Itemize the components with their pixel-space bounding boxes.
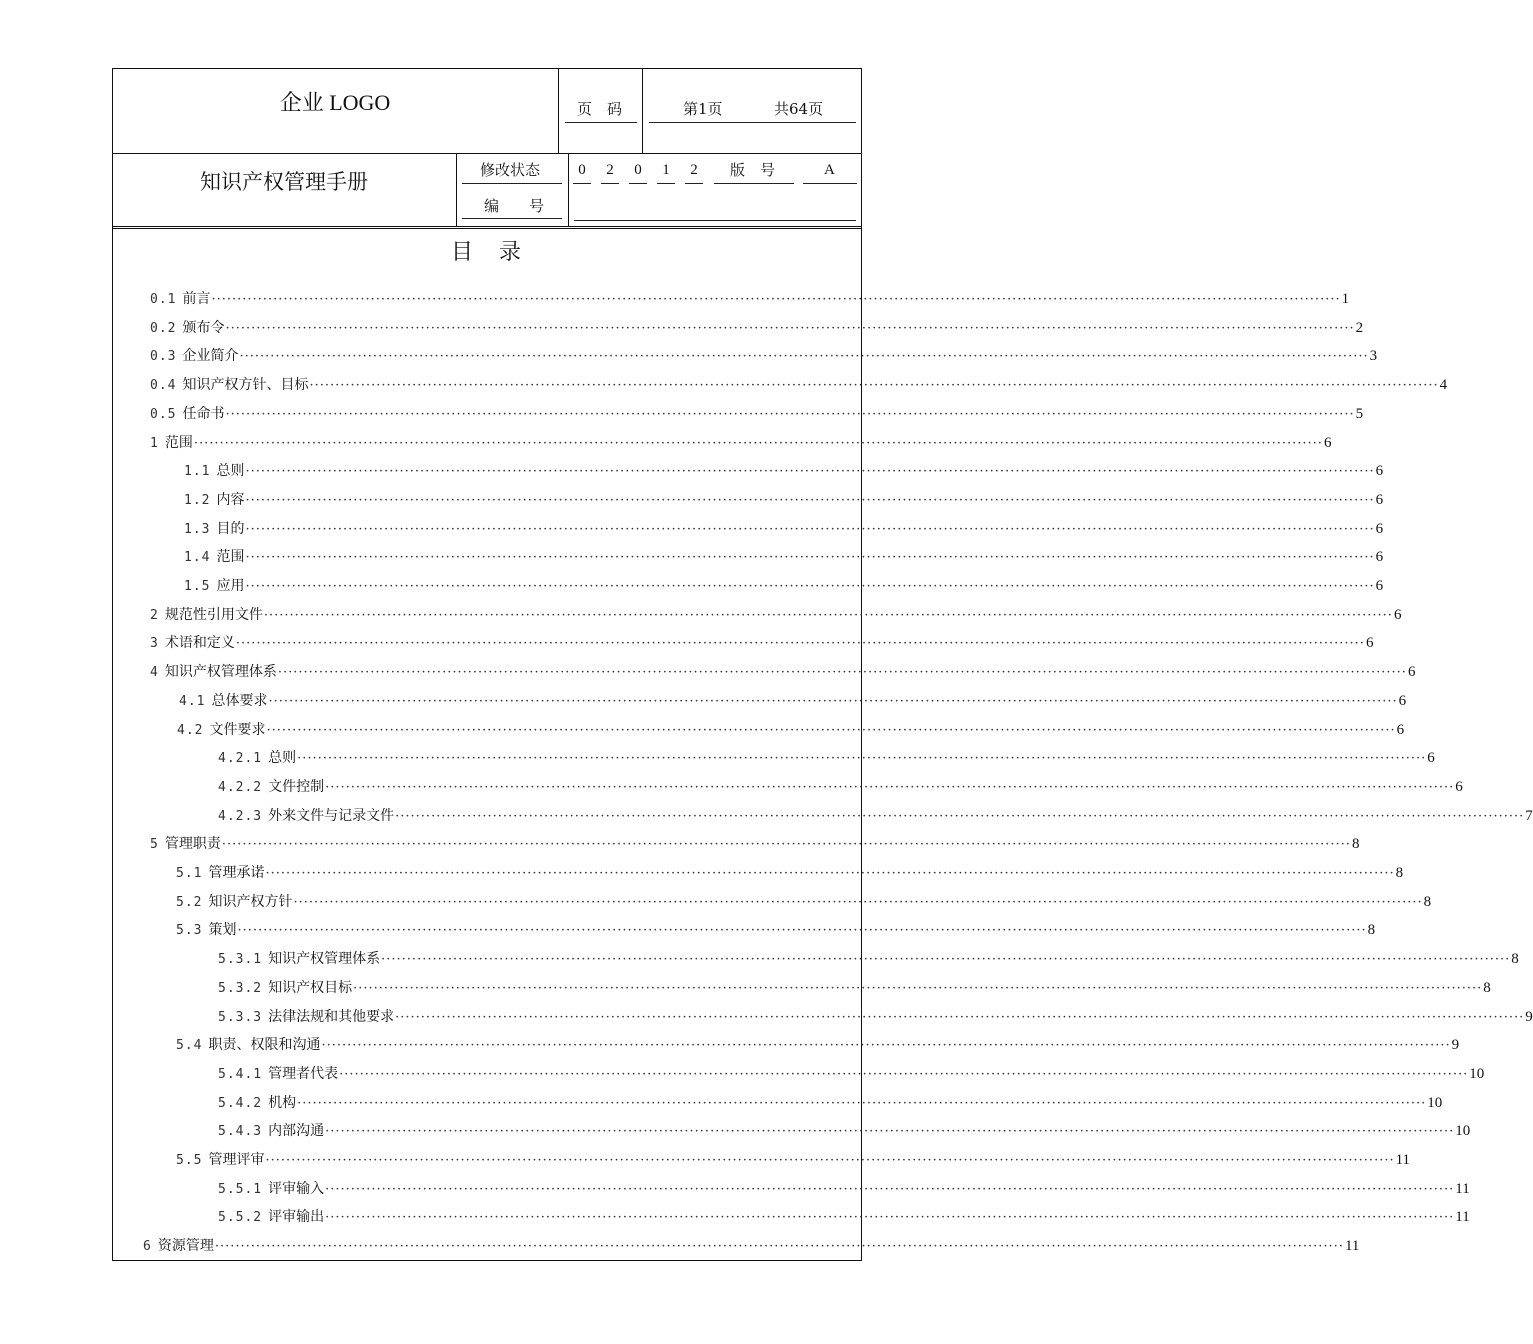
toc-entry-page: 6	[1398, 692, 1407, 709]
toc-entry-page: 8	[1395, 865, 1404, 881]
toc-leader-dots: ····························································································································································································································	[245, 492, 1375, 508]
toc-entry[interactable]	[218, 776, 1463, 796]
toc-entry-number: 1.4	[184, 550, 211, 566]
toc-leader-dots: ····························································································································································································································	[214, 1239, 1344, 1255]
toc-entry-label: 文件控制	[268, 778, 325, 795]
toc-leader-dots: ····························································································································································································································	[325, 1181, 1455, 1197]
toc-entry-number: 5.5.2	[218, 1210, 263, 1226]
toc-entry-label: 资源管理	[157, 1238, 214, 1255]
toc-entry-page: 11	[1455, 1209, 1470, 1226]
toc-entry-number: 0.5	[150, 406, 177, 422]
toc-entry-page: 11	[1344, 1238, 1360, 1255]
toc-entry[interactable]	[218, 805, 1533, 825]
toc-entry-label: 知识产权方针、目标	[182, 377, 309, 394]
toc-leader-dots: ····························································································································································································································	[297, 1095, 1427, 1111]
header-col-1	[558, 68, 559, 154]
header-divider-1	[112, 153, 862, 154]
toc-entry-page: 6	[1323, 434, 1332, 451]
toc-entry-number: 4.2.3	[218, 808, 263, 824]
header-col-4	[568, 153, 569, 227]
toc-leader-dots: ····························································································································································································································	[325, 1124, 1455, 1140]
page-current: 第1页	[683, 100, 723, 118]
revision-digit-3: 0	[634, 162, 642, 178]
toc-entry-page: 6	[1375, 491, 1384, 508]
code-value-underline	[574, 220, 856, 221]
toc-entry-label: 管理评审	[208, 1152, 265, 1168]
toc-entry-number: 4	[150, 665, 159, 681]
toc-leader-dots: ····························································································································································································································	[339, 1066, 1469, 1082]
toc-entry-page: 2	[1355, 319, 1364, 336]
toc-entry-number: 1	[150, 435, 159, 451]
version-value: A	[824, 162, 835, 178]
toc-entry[interactable]	[176, 891, 1432, 911]
toc-entry[interactable]	[218, 1120, 1471, 1140]
toc-entry-label: 策划	[208, 922, 237, 939]
toc-entry[interactable]	[150, 403, 1364, 423]
toc-entry-label: 知识产权管理体系	[268, 951, 381, 968]
toc-leader-dots: ····························································································································································································································	[245, 579, 1375, 594]
toc-entry-label: 知识产权管理体系	[164, 664, 277, 681]
toc-entry-page: 8	[1423, 893, 1432, 910]
toc-entry-number: 4.2.1	[218, 751, 263, 767]
toc-entry[interactable]	[150, 661, 1416, 681]
toc-leader-dots: ····························································································································································································································	[297, 751, 1427, 767]
toc-entry[interactable]	[150, 288, 1350, 308]
toc-leader-dots: ····························································································································································································································	[193, 435, 1323, 451]
toc-entry[interactable]	[176, 919, 1376, 939]
toc-leader-dots: ····························································································································································································································	[211, 292, 1341, 307]
toc-entry-label: 文件要求	[209, 721, 266, 738]
toc-leader-dots: ····························································································································································································································	[395, 1009, 1525, 1025]
revision-digit-2: 2	[606, 162, 614, 178]
header-divider-2	[112, 226, 862, 227]
header-divider-2b	[112, 228, 862, 229]
toc-entry-label: 应用	[216, 578, 245, 594]
toc-leader-dots: ····························································································································································································································	[321, 1038, 1451, 1054]
toc-entry-number: 5.3	[176, 923, 203, 939]
toc-entry-page: 1	[1341, 291, 1350, 307]
toc-entry-page: 8	[1367, 922, 1376, 939]
toc-entry-page: 4	[1439, 377, 1448, 394]
toc-entry-label: 总体要求	[211, 692, 268, 709]
revision-digit-1: 0	[578, 162, 586, 178]
revision-digit-underline-1	[573, 183, 591, 184]
manual-title: 知识产权管理手册	[200, 170, 368, 194]
revision-digit-underline-3	[629, 183, 647, 184]
toc-entry-number: 5.4.3	[218, 1124, 263, 1140]
toc-entry-number: 0.3	[150, 349, 177, 365]
toc-entry-page: 6	[1396, 721, 1405, 738]
toc-entry-number: 1.5	[184, 579, 211, 594]
revision-digit-underline-2	[601, 183, 619, 184]
toc-entry-number: 1.3	[184, 521, 211, 537]
toc-entry-number: 2	[150, 607, 159, 623]
toc-entry-label: 评审输出	[268, 1209, 325, 1226]
toc-entry[interactable]	[218, 948, 1519, 968]
toc-entry[interactable]	[184, 489, 1384, 509]
toc-leader-dots: ····························································································································································································································	[325, 1210, 1455, 1226]
toc-entry[interactable]	[218, 977, 1491, 997]
toc-leader-dots: ····························································································································································································································	[277, 665, 1407, 681]
toc-entry-label: 知识产权方针	[208, 893, 293, 910]
revision-digit-underline-5	[685, 183, 703, 184]
toc-entry[interactable]	[143, 1235, 1360, 1255]
toc-entry[interactable]	[150, 833, 1360, 853]
toc-entry-label: 前言	[182, 291, 211, 307]
toc-entry-number: 5.5	[176, 1153, 203, 1168]
toc-entry-label: 管理承诺	[208, 865, 265, 881]
toc-entry[interactable]	[218, 1206, 1470, 1226]
toc-leader-dots: ····························································································································································································································	[309, 378, 1439, 394]
toc-entry[interactable]	[150, 632, 1374, 652]
toc-entry-number: 5.3.3	[218, 1009, 263, 1025]
toc-entry-label: 知识产权目标	[268, 979, 353, 996]
toc-entry-number: 5.4	[176, 1038, 203, 1054]
toc-entry[interactable]	[150, 317, 1364, 337]
toc-entry-label: 职责、权限和沟通	[208, 1037, 321, 1054]
toc-entry-page: 3	[1369, 348, 1378, 365]
toc-entry-label: 机构	[268, 1094, 297, 1111]
toc-leader-dots: ····························································································································································································································	[381, 952, 1511, 968]
toc-leader-dots: ····························································································································································································································	[245, 464, 1375, 480]
toc-entry-number: 1.2	[184, 492, 211, 508]
toc-entry-page: 11	[1455, 1180, 1470, 1197]
toc-entry-label: 内容	[216, 491, 245, 508]
toc-entry-page: 10	[1469, 1065, 1485, 1082]
toc-entry[interactable]	[150, 374, 1448, 394]
toc-entry[interactable]	[150, 604, 1402, 624]
toc-leader-dots: ····························································································································································································································	[325, 779, 1455, 795]
toc-entry-number: 6	[143, 1239, 152, 1255]
toc-entry-page: 6	[1375, 549, 1384, 566]
toc-entry-label: 外来文件与记录文件	[268, 807, 395, 824]
toc-entry-number: 4.2	[177, 722, 204, 738]
toc-leader-dots: ····························································································································································································································	[225, 406, 1355, 422]
toc-entry-label: 总则	[216, 463, 245, 480]
toc-entry-page: 6	[1427, 750, 1435, 767]
toc-leader-dots: ····························································································································································································································	[239, 349, 1369, 365]
page-number-underline	[649, 122, 856, 123]
toc-entry-page: 6	[1375, 463, 1384, 480]
toc-entry-page: 6	[1393, 606, 1402, 623]
toc-leader-dots: ····························································································································································································································	[293, 894, 1423, 910]
toc-leader-dots: ····························································································································································································································	[235, 636, 1365, 652]
toc-entry-page: 9	[1525, 1008, 1533, 1025]
revision-digit-5: 2	[690, 162, 698, 178]
toc-entry[interactable]	[179, 690, 1407, 710]
revision-underline	[462, 183, 562, 184]
toc-entry-number: 4.1	[179, 693, 206, 709]
toc-entry-page: 6	[1407, 664, 1416, 681]
revision-label: 修改状态	[480, 161, 541, 179]
toc-entry[interactable]	[218, 1178, 1470, 1198]
toc-entry-label: 管理者代表	[268, 1065, 339, 1082]
page-total: 共64页	[774, 100, 824, 118]
toc-entry-page: 10	[1455, 1123, 1471, 1140]
toc-leader-dots: ····························································································································································································································	[266, 722, 1396, 738]
toc-entry-label: 范围	[164, 434, 193, 451]
version-value-underline	[803, 183, 857, 184]
code-label-underline	[462, 218, 562, 219]
toc-entry[interactable]	[150, 432, 1332, 452]
toc-entry-label: 法律法规和其他要求	[268, 1008, 395, 1025]
toc-entry-page: 5	[1355, 405, 1364, 422]
toc-entry-label: 任命书	[182, 405, 225, 422]
toc-entry-number: 5.2	[176, 894, 203, 910]
toc-entry-label: 术语和定义	[164, 635, 235, 652]
toc-entry[interactable]	[176, 1149, 1411, 1169]
toc-entry-label: 总则	[268, 750, 297, 767]
toc-leader-dots: ····························································································································································································································	[353, 980, 1483, 996]
toc-entry-number: 0.1	[150, 292, 177, 307]
toc-entry-label: 规范性引用文件	[164, 606, 263, 623]
toc-entry[interactable]	[218, 1006, 1533, 1026]
toc-leader-dots: ····························································································································································································································	[225, 320, 1355, 336]
toc-title: 目录	[450, 240, 547, 265]
header-col-3	[456, 153, 457, 227]
toc-entry-label: 管理职责	[164, 836, 221, 853]
revision-digit-4: 1	[662, 162, 670, 178]
toc-entry-page: 6	[1455, 778, 1463, 795]
toc-leader-dots: ····························································································································································································································	[221, 837, 1351, 853]
toc-entry[interactable]	[176, 862, 1404, 882]
toc-entry-number: 5.3.2	[218, 980, 263, 996]
company-logo-text: 企业 LOGO	[279, 90, 391, 115]
toc-entry[interactable]	[184, 460, 1384, 480]
toc-entry-number: 0.2	[150, 320, 177, 336]
toc-entry-page: 8	[1511, 951, 1519, 968]
toc-entry[interactable]	[150, 345, 1378, 365]
toc-entry-label: 颁布令	[182, 319, 225, 336]
toc-entry-label: 企业简介	[182, 348, 239, 365]
toc-entry-page: 7	[1525, 807, 1533, 824]
toc-leader-dots: ····························································································································································································································	[265, 866, 1395, 881]
toc-entry-page: 9	[1451, 1037, 1460, 1054]
toc-entry[interactable]	[218, 1063, 1485, 1083]
toc-entry[interactable]	[184, 546, 1384, 566]
toc-leader-dots: ····························································································································································································································	[245, 550, 1375, 566]
toc-entry[interactable]	[184, 575, 1384, 595]
toc-entry-label: 范围	[216, 549, 245, 566]
toc-entry-page: 11	[1395, 1152, 1411, 1168]
toc-leader-dots: ····························································································································································································································	[395, 808, 1525, 824]
version-label-underline	[714, 183, 794, 184]
toc-entry[interactable]	[184, 518, 1384, 538]
header-col-2	[642, 68, 643, 154]
toc-entry-label: 内部沟通	[268, 1123, 325, 1140]
page-code-label: 页 码	[577, 100, 623, 118]
toc-entry-number: 5.5.1	[218, 1181, 263, 1197]
toc-entry[interactable]	[177, 719, 1405, 739]
toc-entry-number: 5.4.2	[218, 1095, 263, 1111]
toc-entry-number: 3	[150, 636, 159, 652]
toc-leader-dots: ····························································································································································································································	[265, 1153, 1395, 1168]
toc-entry[interactable]	[218, 747, 1435, 767]
toc-leader-dots: ····························································································································································································································	[268, 693, 1398, 709]
toc-entry-number: 4.2.2	[218, 779, 263, 795]
page-code-underline	[565, 122, 637, 123]
toc-entry-number: 5.4.1	[218, 1066, 263, 1082]
toc-entry-number: 5.3.1	[218, 952, 263, 968]
toc-entry-page: 6	[1375, 578, 1384, 594]
toc-entry-page: 6	[1365, 635, 1374, 652]
toc-entry-number: 0.4	[150, 378, 177, 394]
revision-digit-underline-4	[657, 183, 675, 184]
toc-entry-page: 10	[1427, 1094, 1443, 1111]
toc-entry-page: 6	[1375, 520, 1384, 537]
toc-leader-dots: ····························································································································································································································	[237, 923, 1367, 939]
toc-leader-dots: ····························································································································································································································	[245, 521, 1375, 537]
toc-entry-label: 目的	[216, 520, 245, 537]
toc-entry-page: 8	[1351, 836, 1360, 853]
toc-entry[interactable]	[218, 1092, 1443, 1112]
toc-entry[interactable]	[176, 1034, 1460, 1054]
toc-entry-label: 评审输入	[268, 1180, 325, 1197]
toc-leader-dots: ····························································································································································································································	[263, 607, 1393, 623]
toc-entry-number: 5.1	[176, 866, 203, 881]
toc-entry-page: 8	[1483, 979, 1491, 996]
code-label: 编 号	[484, 197, 545, 215]
toc-entry-number: 1.1	[184, 464, 211, 480]
toc-entry-number: 5	[150, 837, 159, 853]
version-label: 版 号	[730, 161, 776, 179]
